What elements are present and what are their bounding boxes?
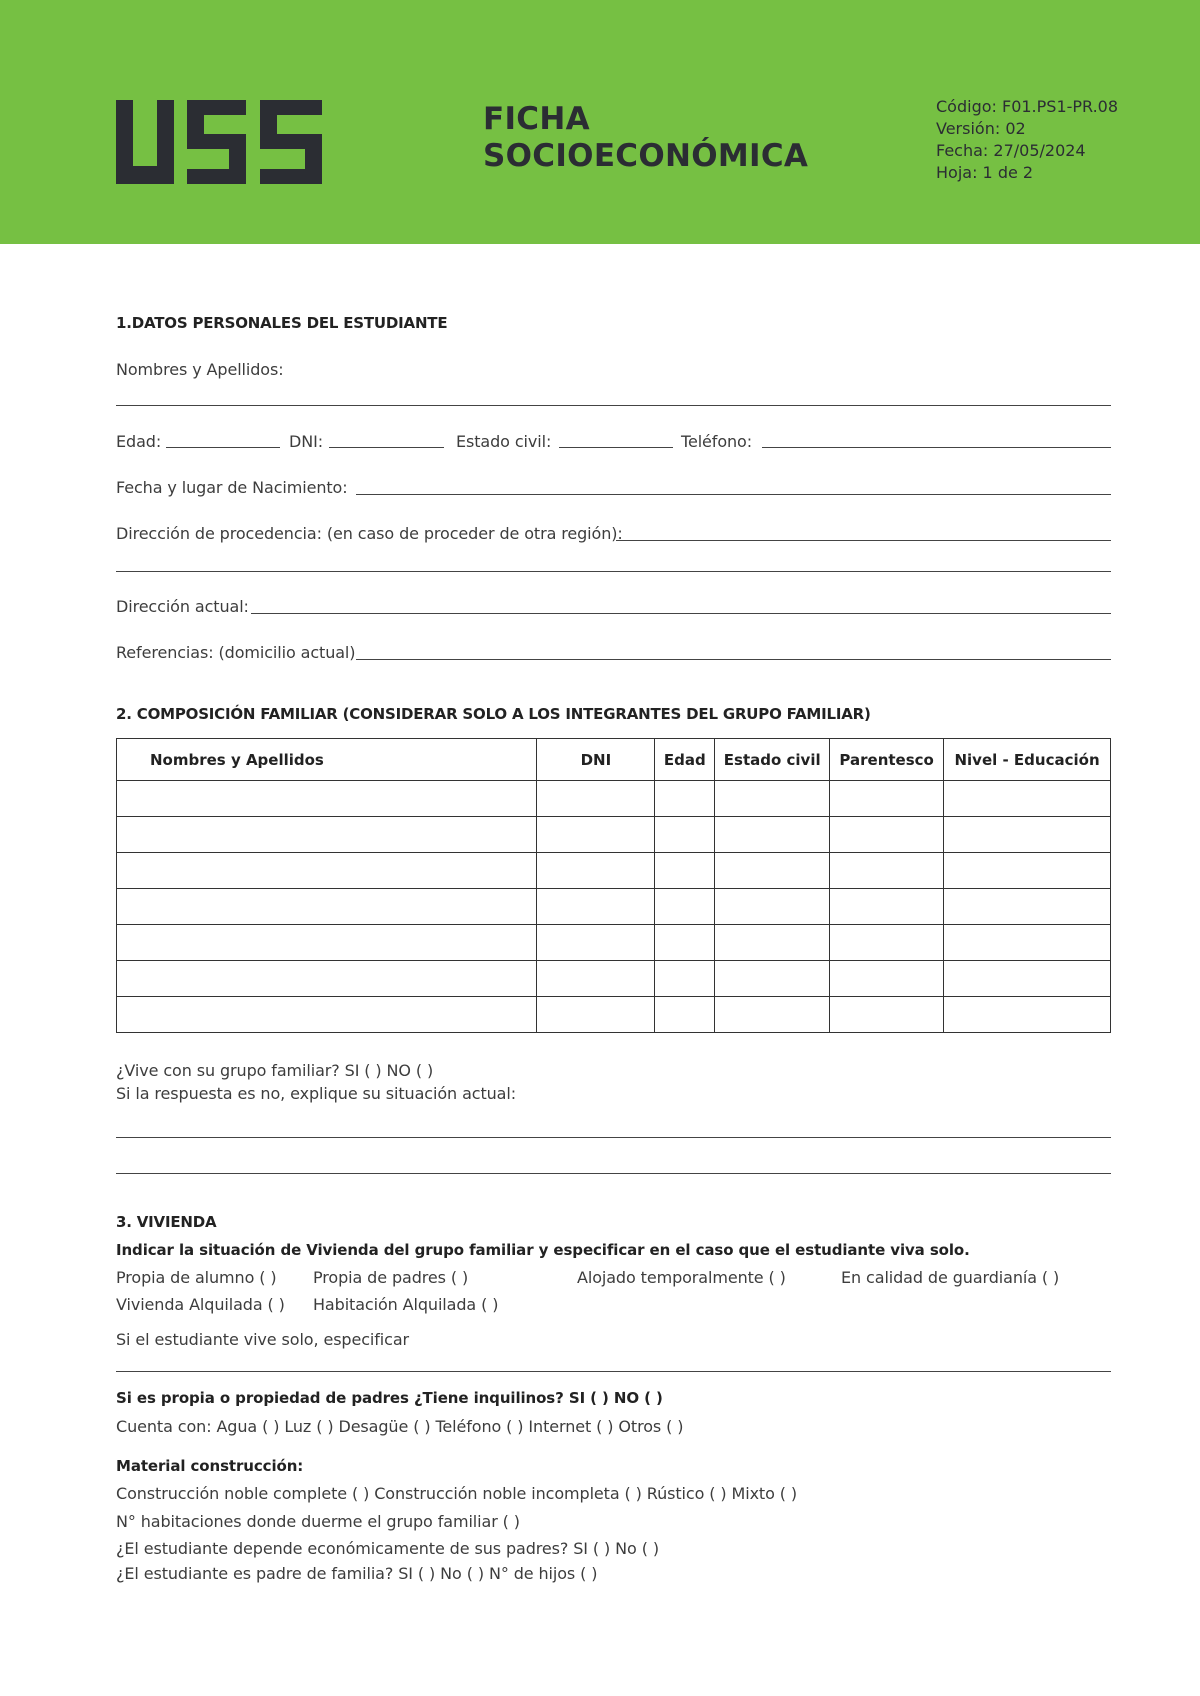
table-cell[interactable] — [830, 781, 944, 817]
table-cell[interactable] — [830, 889, 944, 925]
table-cell[interactable] — [944, 817, 1111, 853]
edad-label: Edad: — [116, 432, 162, 451]
estado-civil-field[interactable] — [559, 447, 673, 448]
telefono-label: Teléfono: — [681, 432, 753, 451]
padre-familia-question: ¿El estudiante es padre de familia? SI ( ) No ( ) N° de hijos ( ) — [116, 1564, 598, 1583]
meta-codigo: Código: F01.PS1-PR.08 — [936, 97, 1119, 116]
col-edad: Edad — [655, 739, 715, 781]
document-title — [483, 101, 808, 175]
edad-field[interactable] — [166, 447, 280, 448]
table-cell[interactable] — [830, 997, 944, 1033]
material-construccion-title: Material construcción: — [116, 1457, 304, 1475]
table-cell[interactable] — [715, 817, 830, 853]
table-cell[interactable] — [117, 961, 537, 997]
vive-solo-field[interactable] — [116, 1371, 1111, 1372]
table-cell[interactable] — [944, 961, 1111, 997]
dni-label: DNI: — [289, 432, 323, 451]
table-cell[interactable] — [715, 781, 830, 817]
table-cell[interactable] — [715, 997, 830, 1033]
table-cell[interactable] — [537, 997, 655, 1033]
table-row — [117, 817, 1111, 853]
opt-propia-padres[interactable]: Propia de padres ( ) — [313, 1268, 469, 1287]
table-cell[interactable] — [655, 817, 715, 853]
col-estado-civil: Estado civil — [715, 739, 830, 781]
table-cell[interactable] — [655, 781, 715, 817]
direccion-procedencia-field-2[interactable] — [116, 571, 1111, 572]
inquilinos-question: Si es propia o propiedad de padres ¿Tiene inquilinos? SI ( ) NO ( ) — [116, 1389, 663, 1407]
table-cell[interactable] — [830, 925, 944, 961]
table-cell[interactable] — [655, 889, 715, 925]
table-cell[interactable] — [944, 853, 1111, 889]
table-cell[interactable] — [537, 925, 655, 961]
table-cell[interactable] — [655, 961, 715, 997]
table-cell[interactable] — [944, 889, 1111, 925]
uss-logo — [116, 100, 322, 184]
table-cell[interactable] — [537, 817, 655, 853]
table-cell[interactable] — [944, 997, 1111, 1033]
section-1-title: 1.DATOS PERSONALES DEL ESTUDIANTE — [116, 314, 448, 332]
table-cell[interactable] — [830, 853, 944, 889]
title-line-2: SOCIOECONÓMICA — [483, 138, 809, 174]
meta-hoja: Hoja: 1 de 2 — [936, 163, 1034, 182]
header-banner — [0, 0, 1200, 244]
opt-vivienda-alquilada[interactable]: Vivienda Alquilada ( ) — [116, 1295, 285, 1314]
family-table — [116, 738, 1111, 1033]
table-cell[interactable] — [715, 961, 830, 997]
telefono-field[interactable] — [762, 447, 1111, 448]
referencias-label: Referencias: (domicilio actual) — [116, 643, 356, 662]
document-meta — [936, 96, 1118, 184]
table-cell[interactable] — [537, 889, 655, 925]
table-cell[interactable] — [715, 925, 830, 961]
explique-situacion-label: Si la respuesta es no, explique su situación actual: — [116, 1084, 517, 1103]
table-row — [117, 853, 1111, 889]
table-cell[interactable] — [117, 853, 537, 889]
table-cell[interactable] — [537, 961, 655, 997]
col-nivel-educacion: Nivel - Educación — [944, 739, 1111, 781]
meta-version: Versión: 02 — [936, 119, 1026, 138]
direccion-actual-field[interactable] — [251, 613, 1111, 614]
fecha-lugar-label: Fecha y lugar de Nacimiento: — [116, 478, 348, 497]
table-cell[interactable] — [655, 925, 715, 961]
table-cell[interactable] — [715, 853, 830, 889]
table-cell[interactable] — [537, 853, 655, 889]
direccion-procedencia-label: Dirección de procedencia: (en caso de proceder de otra región): — [116, 524, 623, 543]
vive-solo-label: Si el estudiante vive solo, especificar — [116, 1330, 410, 1349]
table-cell[interactable] — [944, 925, 1111, 961]
table-cell[interactable] — [537, 781, 655, 817]
table-cell[interactable] — [830, 961, 944, 997]
section-2-title: 2. COMPOSICIÓN FAMILIAR (CONSIDERAR SOLO A LOS INTEGRANTES DEL GRUPO FAMILIAR) — [116, 705, 871, 723]
depende-question: ¿El estudiante depende económicamente de sus padres? SI ( ) No ( ) — [116, 1539, 659, 1558]
explique-field-1[interactable] — [116, 1137, 1111, 1138]
servicios-options: Cuenta con: Agua ( ) Luz ( ) Desagüe ( ) Teléfono ( ) Internet ( ) Otros ( ) — [116, 1417, 684, 1436]
title-line-1: FICHA — [483, 101, 590, 137]
table-header-row — [117, 739, 1111, 781]
table-row — [117, 781, 1111, 817]
table-cell[interactable] — [715, 889, 830, 925]
col-nombres: Nombres y Apellidos — [117, 739, 537, 781]
table-cell[interactable] — [117, 889, 537, 925]
table-row — [117, 925, 1111, 961]
table-cell[interactable] — [117, 817, 537, 853]
col-dni: DNI — [537, 739, 655, 781]
vive-con-grupo-question: ¿Vive con su grupo familiar? SI ( ) NO ( ) — [116, 1061, 434, 1080]
table-cell[interactable] — [117, 781, 537, 817]
vivienda-instruction: Indicar la situación de Vivienda del grupo familiar y especificar en el caso que el estudiante viva solo. — [116, 1241, 970, 1259]
nombres-label: Nombres y Apellidos: — [116, 360, 284, 379]
material-options: Construcción noble complete ( ) Construcción noble incompleta ( ) Rústico ( ) Mixto ( ) — [116, 1484, 798, 1503]
dni-field[interactable] — [329, 447, 444, 448]
col-parentesco: Parentesco — [830, 739, 944, 781]
table-cell[interactable] — [655, 853, 715, 889]
table-cell[interactable] — [117, 997, 537, 1033]
table-cell[interactable] — [830, 817, 944, 853]
table-cell[interactable] — [944, 781, 1111, 817]
explique-field-2[interactable] — [116, 1173, 1111, 1174]
referencias-field[interactable] — [356, 659, 1111, 660]
direccion-procedencia-field[interactable] — [616, 540, 1111, 541]
opt-habitacion-alquilada[interactable]: Habitación Alquilada ( ) — [313, 1295, 499, 1314]
estado-civil-label: Estado civil: — [456, 432, 552, 451]
fecha-lugar-field[interactable] — [356, 494, 1111, 495]
nombres-field[interactable] — [116, 405, 1111, 406]
meta-fecha: Fecha: 27/05/2024 — [936, 141, 1086, 160]
opt-alojado-temporalmente[interactable]: Alojado temporalmente ( ) — [577, 1268, 786, 1287]
direccion-actual-label: Dirección actual: — [116, 597, 249, 616]
table-row — [117, 889, 1111, 925]
table-row — [117, 997, 1111, 1033]
habitaciones-question: N° habitaciones donde duerme el grupo familiar ( ) — [116, 1512, 520, 1531]
section-3-title: 3. VIVIENDA — [116, 1213, 217, 1231]
table-cell[interactable] — [655, 997, 715, 1033]
table-row — [117, 961, 1111, 997]
opt-propia-alumno[interactable]: Propia de alumno ( ) — [116, 1268, 277, 1287]
table-cell[interactable] — [117, 925, 537, 961]
opt-guardiania[interactable]: En calidad de guardianía ( ) — [841, 1268, 1060, 1287]
